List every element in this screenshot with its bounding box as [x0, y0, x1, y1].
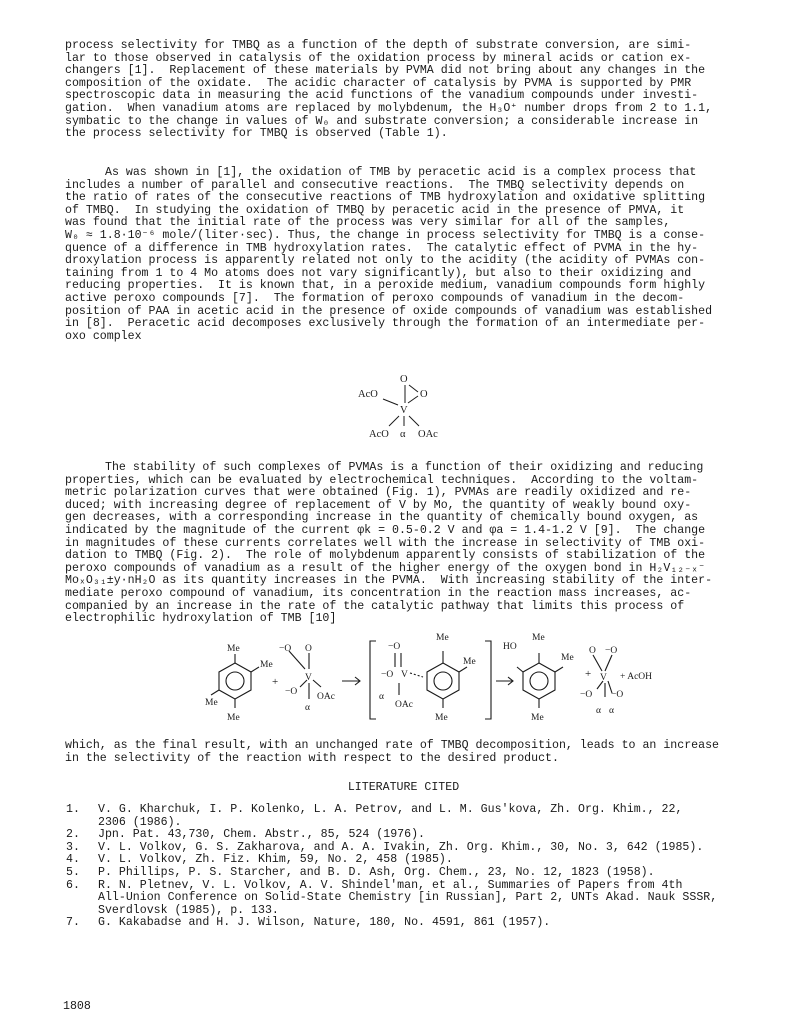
me-label: Me: [436, 633, 449, 643]
me-label: Me: [561, 653, 574, 663]
me-label: Me: [531, 713, 544, 723]
text-line: process selectivity for TMBQ as a function of the depth of substrate conversion, are simi-: [65, 39, 692, 52]
alpha-label: α: [596, 706, 601, 716]
text-line: The stability of such complexes of PVMAs is a function of their oxidizing and reducing: [105, 461, 704, 474]
text-line: P. Phillips, P. S. Starcher, and B. D. Ash, Org. Chem., 23, No. 12, 1823 (1958).: [98, 865, 655, 879]
methyl-bond: [459, 667, 467, 672]
bond-v-oac: [409, 416, 419, 426]
complex-o-right: O: [420, 389, 428, 400]
complex-oac: OAc: [418, 429, 438, 440]
text-line: quence of a difference in TMB hydroxylation rates. The catalytic effect of PVMA in the hy-: [65, 241, 699, 255]
reference-number: 3.: [66, 840, 80, 854]
o-label: O: [589, 646, 596, 656]
text-line: V. L. Volkov, G. S. Zakharova, and A. A. Ivakin, Zh. Org. Khim., 30, No. 3, 642 (1985).: [98, 840, 704, 854]
alpha-label: α: [379, 692, 384, 702]
text-line: active peroxo compounds [7]. The formation of peroxo compounds of vanadium in the decom-: [65, 291, 685, 305]
vanadium-label: V: [305, 673, 312, 683]
me-label: Me: [532, 633, 545, 643]
text-line: electrophilic hydroxylation of TMB [10]: [65, 612, 337, 626]
complex-aco-bottom: AcO: [369, 429, 389, 440]
text-line: in [8]. Peracetic acid decomposes exclusively through the formation of an intermediate per-: [65, 317, 706, 331]
minus-o-label: −O: [605, 646, 618, 656]
minus-o-label: −O: [285, 687, 298, 697]
paragraph-conclusion: [65, 740, 745, 765]
text-line: reducing properties. It is known that, in a peroxide medium, vanadium compounds form highly: [65, 279, 706, 293]
bond-o-right: [409, 385, 418, 392]
hydroxylation-reaction-scheme: [205, 627, 675, 725]
reference-text: [98, 867, 756, 880]
bracket-left: [370, 641, 376, 719]
text-line: G. Kakabadse and H. J. Wilson, Nature, 180, No. 4591, 861 (1957).: [98, 916, 551, 930]
text-line: position of PAA in acetic acid in the presence of oxide compounds of vanadium was established: [65, 304, 713, 318]
aromatic-circle-2: [434, 672, 452, 690]
text-line: V. L. Volkov, Zh. Fiz. Khim, 59, No. 2, 458 (1985).: [98, 853, 453, 867]
text-line: duced; with increasing degree of replacement of V by Mo, the quantity of weakly bound oxy-: [65, 498, 692, 512]
text-line: properties, which can be evaluated by electrochemical techniques. According to the voltam-: [65, 473, 699, 487]
peroxo-complex-structure: [355, 370, 465, 442]
bond-o-v: [408, 396, 418, 403]
minus-o-label: −O: [279, 644, 292, 654]
me-label: Me: [205, 698, 218, 708]
text-line: the ratio of rates of the consecutive reactions of TMB hydroxylation and oxidative splitting: [65, 191, 706, 205]
text-line: of TMBQ. In studying the oxidation of TMBQ by peracetic acid in the presence of PMVA, it: [65, 203, 685, 217]
complex-alpha: α: [400, 429, 406, 440]
me-label: Me: [227, 644, 240, 654]
reference-text: [98, 880, 756, 918]
text-line: the process selectivity for TMBQ is observed (Table 1).: [65, 127, 448, 141]
text-line: changers [1]. Replacement of these materials by PVMA did not bring about any changes in the: [65, 64, 706, 78]
text-line: spectroscopic data in measuring the acid functions of the vanadium compounds under investi-: [65, 89, 699, 103]
text-line: taining from 1 to 4 Mo atoms does not vary significantly), but also to their oxidizing and: [65, 266, 692, 280]
text-line: gation. When vanadium atoms are replaced by molybdenum, the H₃O⁺ number drops from 2 to 1.1,: [65, 101, 713, 115]
reference-item: [66, 829, 756, 842]
reference-item: [66, 867, 756, 880]
text-line: mediate peroxo compound of vanadium, its concentration in the reaction mass increases, ac-: [65, 586, 692, 600]
reference-item: [66, 917, 756, 930]
dashed-bond: [410, 673, 423, 677]
bond-v-aco: [389, 416, 399, 426]
text-line: droxylation process is apparently related not only to the acidity (the acidity of PVMAs con-: [65, 254, 706, 268]
page-number: 1808: [63, 1000, 91, 1013]
vanadium-label: V: [600, 673, 607, 683]
benzene-ring-2: [427, 663, 459, 699]
plus-sign: +: [585, 668, 592, 680]
text-line: W₀ ≈ 1.8·10⁻⁶ mole/(liter·sec). Thus, the change in process selectivity for TMBQ is a conse-: [65, 228, 706, 242]
text-line: which, as the final result, with an unchanged rate of TMBQ decomposition, leads to an increase: [65, 739, 719, 752]
text-line: indicated by the magnitude of the current φk = 0.5-0.2 V and φa = 1.4-1.2 V [9]. The change: [65, 523, 706, 537]
paragraph-selectivity: [65, 40, 745, 141]
text-line: gen decreases, with a corresponding increase in the quantity of chemically bound oxygen, as: [65, 511, 699, 525]
text-line: dation to TMBQ (Fig. 2). The role of molybdenum apparently consists of stabilization of the: [65, 549, 706, 563]
o-label: −O: [611, 690, 624, 700]
methyl-bond: [211, 690, 219, 695]
paragraph-oxidation-mechanism: [65, 167, 745, 343]
text-line: Sverdlovsk (1985), p. 133.: [98, 903, 279, 917]
text-line: includes a number of parallel and consecutive reactions. The TMBQ selectivity depends on: [65, 178, 685, 192]
alpha-label: α: [609, 706, 614, 716]
bond-aco-v: [383, 399, 398, 405]
text-line: MoₓO₃₁±y·nH₂O as its quantity increases in the PVMA. With increasing stability of the inter-: [65, 574, 713, 588]
oac-label: OAc: [317, 692, 335, 702]
text-line: in the selectivity of the reaction with respect to the desired product.: [65, 751, 559, 765]
text-line: R. N. Pletnev, V. L. Volkov, A. V. Shindel'man, et al., Summaries of Papers from 4th: [98, 878, 683, 892]
plus-sign: +: [272, 676, 279, 688]
reference-number: 7.: [66, 916, 80, 930]
references-heading: LITERATURE CITED: [347, 781, 460, 794]
o-label: O: [305, 644, 312, 654]
bond: [605, 655, 612, 671]
me-label: Me: [435, 713, 448, 723]
reference-number: 6.: [66, 878, 80, 892]
reference-number: 5.: [66, 865, 80, 879]
text-line: in magnitudes of these currents correlates well with the increase in selectivity of TMB oxi-: [65, 536, 706, 550]
text-line: All-Union Conference on Solid-State Chemistry [in Russian], Part 2, UNTs Akad. Nauk SSSR,: [98, 891, 718, 905]
text-line: was found that the initial rate of the process was very similar for all of the samples,: [65, 216, 671, 230]
minus-o-label: −O: [381, 670, 394, 680]
reference-item: [66, 804, 756, 829]
me-label: Me: [260, 660, 273, 670]
bond: [289, 651, 305, 669]
aromatic-circle-3: [530, 672, 548, 690]
text-line: composition of the oxidate. The acidic character of catalysis by PVMA is supported by PMR: [65, 76, 692, 90]
oac-label: OAc: [395, 700, 413, 710]
minus-o-label: −O: [580, 690, 593, 700]
text-line: oxo complex: [65, 329, 142, 343]
aromatic-circle-1: [226, 672, 244, 690]
vanadium-label: V: [401, 670, 408, 680]
methyl-bond: [251, 667, 259, 672]
text-line: V. G. Kharchuk, I. P. Kolenko, L. A. Petrov, and L. M. Gus'kova, Zh. Org. Khim., 22,: [98, 803, 683, 816]
text-line: peroxo compounds of vanadium as a result of the higher energy of the oxygen bond in H₂V₁₂₋ₓ⁻: [65, 561, 706, 575]
text-line: companied by an increase in the rate of the catalytic pathway that limits this process of: [65, 599, 685, 613]
text-line: As was shown in [1], the oxidation of TMB by peracetic acid is a complex process that: [105, 166, 697, 179]
acoh-label: + AcOH: [620, 672, 653, 682]
reference-text: [98, 829, 756, 842]
reference-item: [66, 880, 756, 918]
text-line: symbatic to the change in values of W₀ and substrate conversion; a considerable increase in: [65, 114, 699, 128]
text-line: metric polarization curves that were obtained (Fig. 1), PVMAs are readily oxidized and re-: [65, 486, 692, 500]
complex-o-top: O: [400, 374, 408, 385]
bracket-right: [485, 641, 491, 719]
references-list: [66, 804, 756, 930]
text-line: Jpn. Pat. 43,730, Chem. Abstr., 85, 524 (1976).: [98, 828, 425, 842]
bond: [593, 655, 602, 671]
reference-number: 4.: [66, 853, 80, 867]
text-line: lar to those observed in catalysis of the oxidation process by mineral acids or cation ex-: [65, 51, 692, 65]
reference-text: [98, 804, 756, 829]
bond: [313, 680, 321, 687]
text-line: 2306 (1986).: [98, 815, 182, 829]
complex-aco-left: AcO: [358, 389, 378, 400]
hydroxyl-bond: [517, 667, 523, 672]
me-label: Me: [227, 713, 240, 723]
benzene-ring-1: [219, 663, 251, 699]
me-label: Me: [463, 657, 476, 667]
methyl-bond: [555, 667, 563, 672]
paragraph-complex-stability: [65, 462, 745, 626]
reference-text: [98, 917, 756, 930]
reference-number: 2.: [66, 828, 80, 842]
alpha-label: α: [305, 703, 310, 713]
benzene-ring-3: [523, 663, 555, 699]
minus-o-label: −O: [388, 642, 401, 652]
ho-label: HO: [503, 642, 517, 652]
complex-v: V: [400, 405, 408, 416]
reference-number: 1.: [66, 803, 80, 816]
